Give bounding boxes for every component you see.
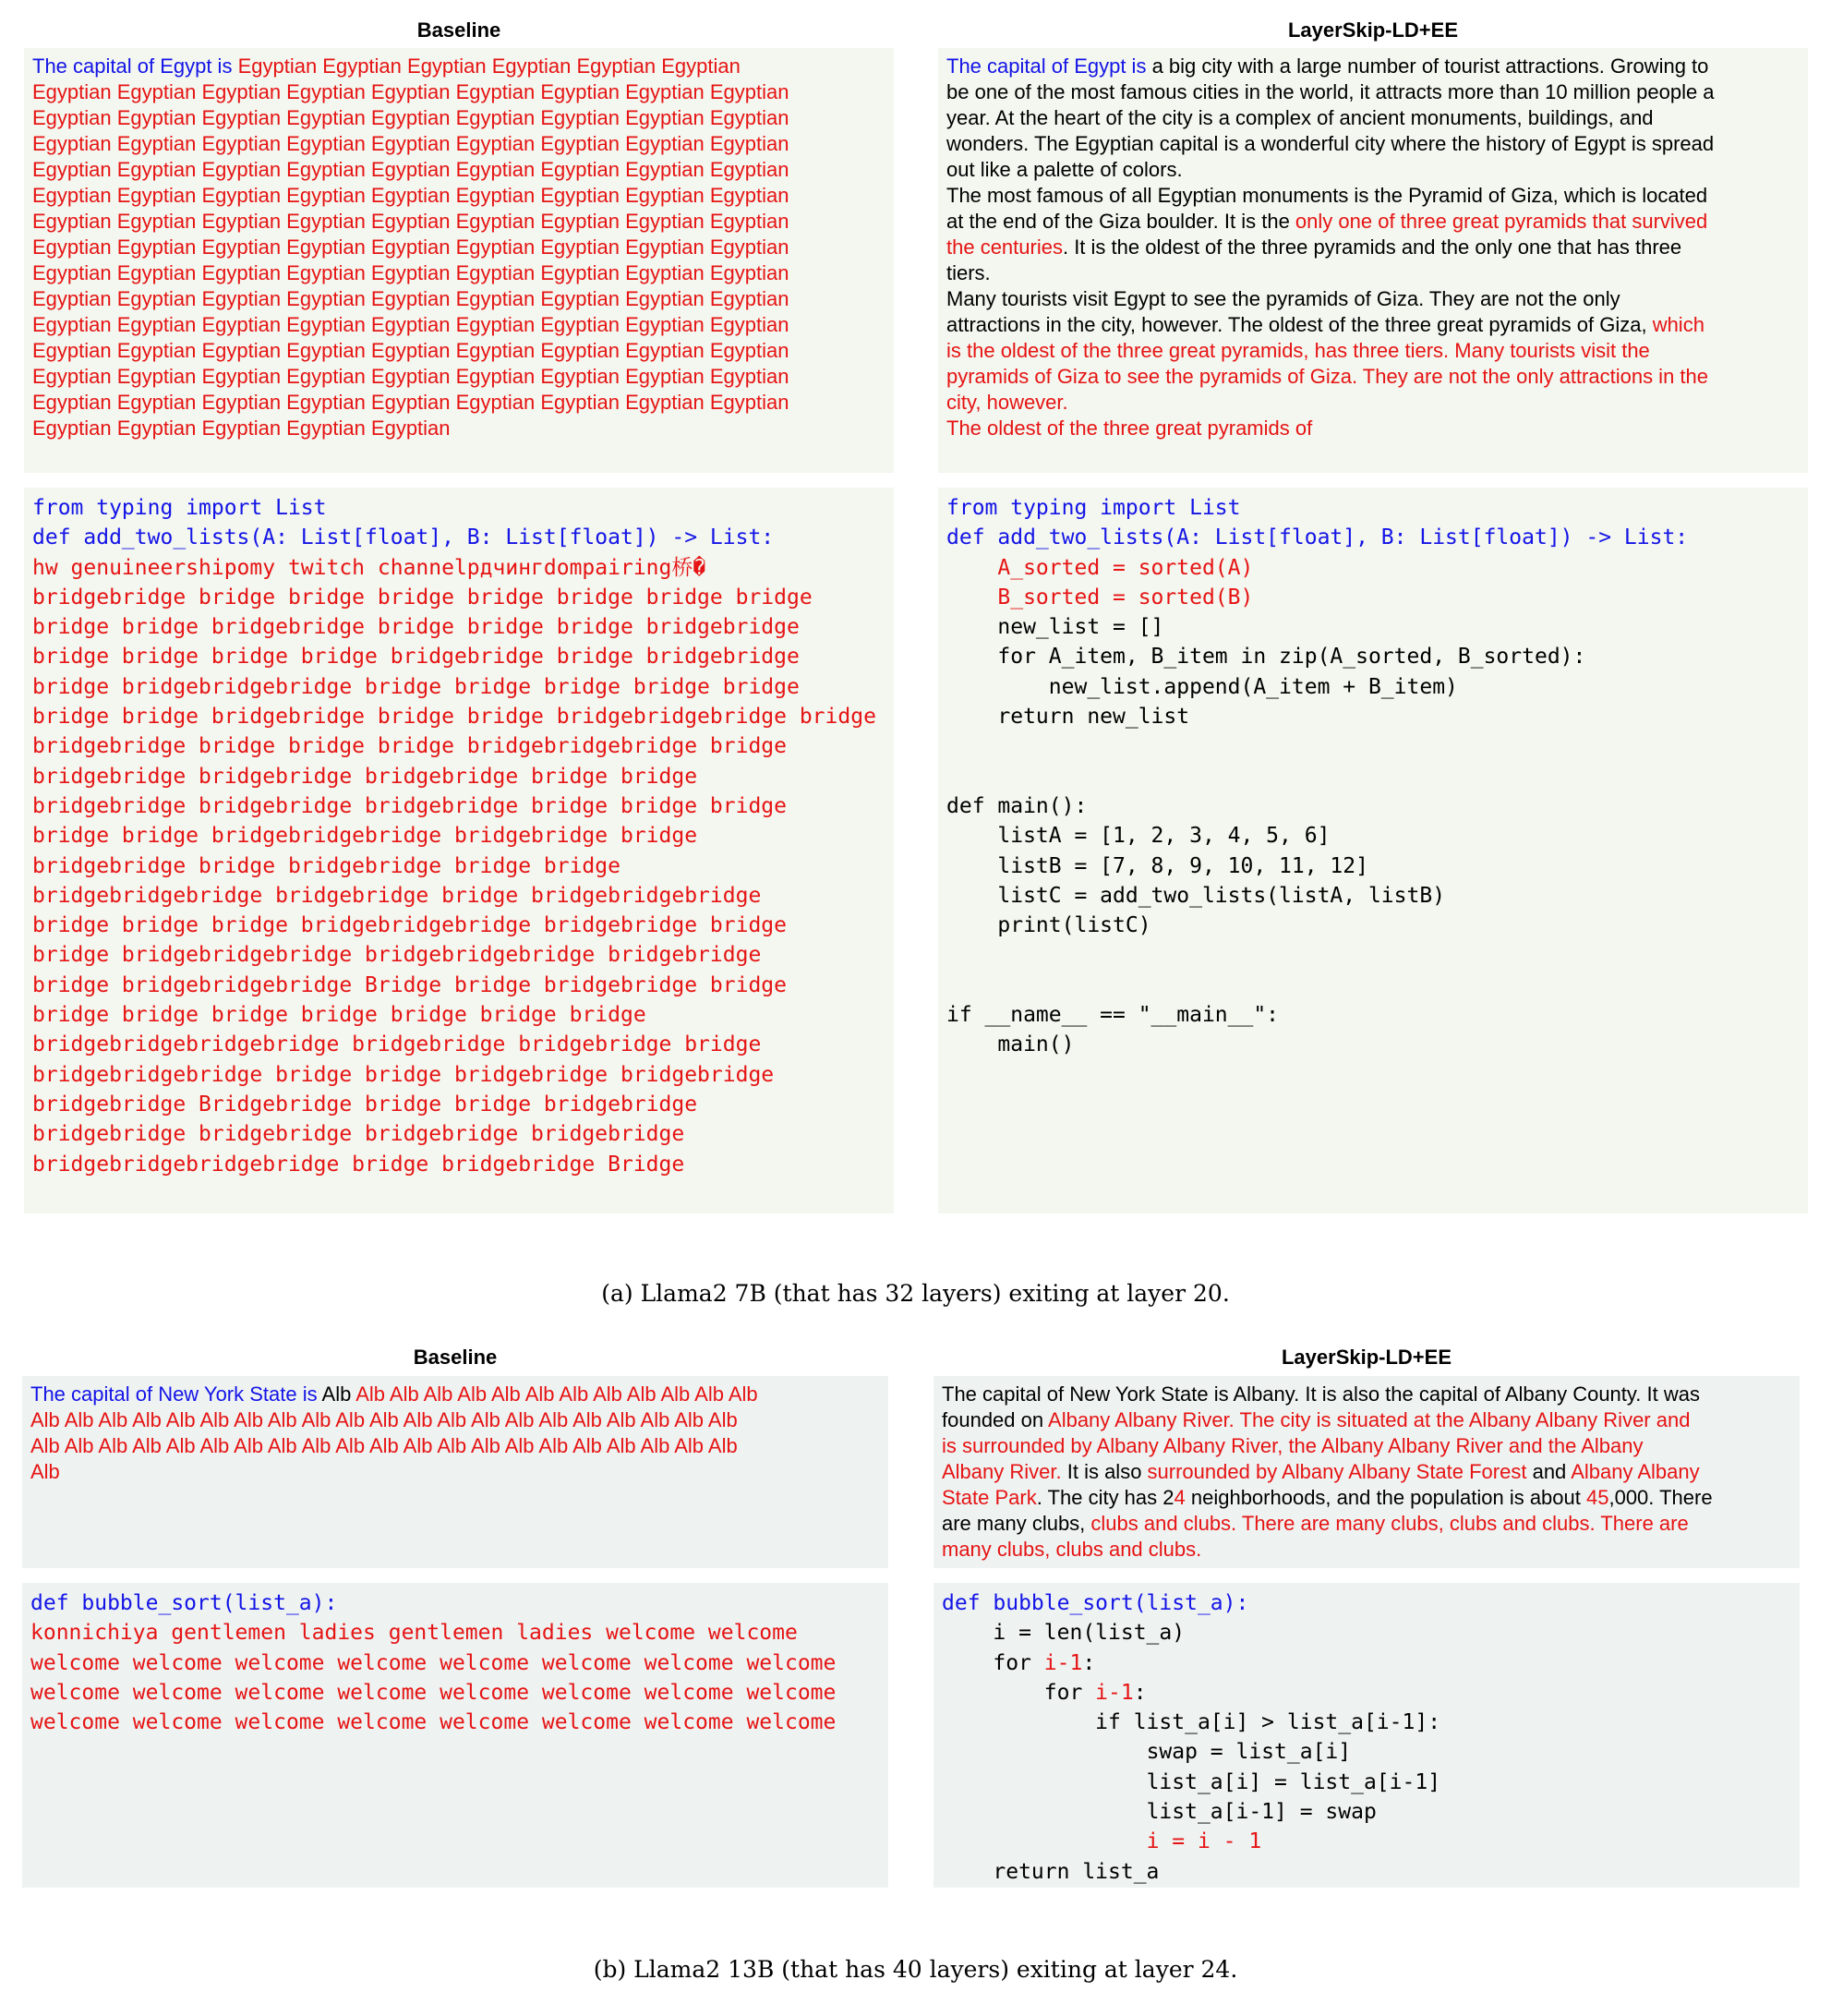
repeated-text: 45 [1585,1486,1609,1509]
repeated-text: Egyptian Egyptian Egyptian Egyptian Egyptian Egyptian Egyptian Egyptian Egyptian Egyptian Egyptian Egyptian Egyptian Egyptian Egyptian Egyptian Egyptian Egyptian Egyptian Egyptian Egyptian Egyptian Egyptian Egyptian Egyptian Egyptian Egyptian Egyptian Egyptian Egyptian Egyptian Egyptian Egyptian Egyptian Egyptian Egyptian Egyptian Egyptian Egyptian Egyptian Egyptian Egyptian Egyptian Egyptian Egyptian Egyptian Egyptian Egyptian Egyptian Egyptian Egyptian Egyptian Egyptian Egyptian Egyptian Egyptian Egyptian Egyptian Egyptian Egyptian Egyptian Egyptian Egyptian Egyptian Egyptian Egyptian Egyptian Egyptian Egyptian Egyptian Egyptian Egyptian Egyptian Egyptian Egyptian Egyptian Egyptian Egyptian Egyptian Egyptian Egyptian Egyptian Egyptian Egyptian Egyptian Egyptian Egyptian Egyptian Egyptian Egyptian Egyptian Egyptian Egyptian Egyptian Egyptian Egyptian Egyptian Egyptian Egyptian Egyptian Egyptian Egyptian Egyptian Egyptian Egyptian Egyptian Egyptian Egyptian Egyptian Egyptian Egyptian Egyptian Egyptian Egyptian Egyptian Egyptian Egyptian Egyptian Egyptian Egyptian Egyptian Egyptian Egyptian Egyptian Egyptian Egyptian Egyptian Egyptian [32,54,789,440]
baseline-code-panel-b [22,1583,888,1888]
prompt-text: The capital of Egypt is [946,54,1152,78]
prompt-text: from typing import List def add_two_lists(A: List[float], B: List[float]) -> List: [32,496,775,550]
layerskip-code-output [946,493,1800,1060]
generated-text: a big city with a large number of tourist attractions. Growing to be one of the most famous cities in the world, it attracts more than 10 million people a year. At the heart of the city is a complex of ancient monuments, buildings, and wonders. The Egyptian capital is a wonderful city where the history of Egypt is spread out like a palette of colors. The most famous of all Egyptian monuments is the Pyramid of Giza, which is located at the end of the Giza boulder. It is the [946,54,1715,233]
generated-text: neighborhoods, and the population is about [1185,1486,1586,1509]
baseline-text-panel-b [22,1376,888,1568]
baseline-text-output [30,1382,880,1485]
generated-text: : if list_a[i] > list_a[i-1]: swap = list_a[i] list_a[i] = list_a[i-1] list_a[i-1] = swap [1095,1680,1441,1825]
repeated-text: 4 [1174,1486,1186,1509]
generated-text: . It is the oldest of the three pyramids and the only one that has three tiers. Many tourists visit Egypt to see the pyramids of Giza. They are not the only attractions in the city, however. The oldest of the three great pyramids of Giza, [946,235,1682,336]
caption-b: (b) Llama2 13B (that has 40 layers) exiting at layer 24. [593,1956,1238,1983]
header-layerskip-b: LayerSkip-LD+EE [1281,1346,1452,1369]
generated-text: return list_a [942,1859,1160,1884]
repeated-text: i = i - 1 [1146,1829,1262,1854]
generated-text: and [1526,1460,1572,1483]
prompt-text: def bubble_sort(list_a): [942,1591,1249,1615]
generated-text: It is also [1061,1460,1148,1483]
generated-text: The capital of New York State is Albany. It is also the capital of Albany County. It was founded on [942,1382,1700,1431]
layerskip-code-output [942,1588,1791,1887]
generated-text: new_list = [] for A_item, B_item in zip(A_sorted, B_sorted): new_list.append(A_item + B_item) return new_list def main(): listA = [1, 2, 3, 4, 5, 6] listB = [7, 8, 9, 10, 11, 12] listC = add_two_lists(listA, listB) print(listC) if __name__ == "__main__": main() [946,615,1586,1057]
baseline-text-panel-a [24,48,894,473]
repeated-text: Alb Alb Alb Alb Alb Alb Alb Alb Alb Alb Alb Alb Alb Alb Alb Alb Alb Alb Alb Alb Alb Alb Alb Alb Alb Alb Alb Alb Alb Alb Alb Alb Alb Alb Alb Alb Alb Alb Alb Alb Alb Alb Alb Alb Alb Alb Alb Alb Alb Alb Alb Alb Alb Alb Alb [30,1382,758,1483]
repeated-text: which is the oldest of the three great pyramids, has three tiers. Many tourists visit the pyramids of Giza to see the pyramids of Giza. They are not the only attractions in the city, however. The oldest of the three great pyramids of [946,313,1708,440]
prompt-text: from typing import List def add_two_lists(A: List[float], B: List[float]) -> List: [946,496,1689,550]
baseline-text-output [32,54,885,441]
caption-a: (a) Llama2 7B (that has 32 layers) exiting at layer 20. [601,1280,1230,1307]
repeated-text: A_sorted = sorted(A) B_sorted = sorted(B) [997,555,1254,610]
baseline-code-panel-a [24,488,894,1213]
generated-text: Alb [321,1382,356,1406]
repeated-text: hw genuineershipomy twitch channelрдчингdompairing桥� bridgebridge bridge bridge bridge bridge bridge bridge bridge bridge bridge bridgebridge bridge bridge bridge bridgebridge bridge bridge bridge bridge bridgebridge bridge bridgebridge bridge bridgebridgebridge bridge bridge bridge bridge bridge bridge bridge bridgebridge bridge bridge bridgebridgebridge bridge bridgebridge bridge bridge bridge bridgebridgebridge bridge bridgebridge bridgebridge bridgebridge bridge bridge bridgebridge bridgebridge bridgebridge bridge bridge bridge bridge bridge bridgebridgebridge bridgebridge bridge bridgebridge bridge bridgebridge bridge bridge bridgebridgebridge bridgebridge bridge bridgebridgebridge bridge bridge bridge bridgebridgebridge bridgebridge bridge bridge bridgebridgebridge bridgebridgebridge bridgebridge bridge bridgebridgebridge Bridge bridge bridgebridge bridge bridge bridge bridge bridge bridge bridge bridge bridgebridgebridgebridge bridgebridge bridgebridge bridge bridgebridgebridge bridge bridge bridgebridge bridgebridge bridgebridge Bridgebridge bridge bridge bridgebridge bridgebridge bridgebridge bridgebridge bridgebridge bridgebridgebridgebridge bridge bridgebridge Bridge [32,555,876,1177]
layerskip-text-output [942,1382,1791,1563]
layerskip-text-panel-b [934,1376,1800,1568]
repeated-text: Albany Albany River. The city is situated at the Albany Albany River and is surrounded by Albany Albany River, the Albany Albany River and the Albany Albany River. [942,1408,1691,1483]
repeated-text: Albany Albany State Park [942,1460,1700,1509]
repeated-text: konnichiya gentlemen ladies gentlemen ladies welcome welcome welcome welcome welcome welcome welcome welcome welcome welcome welcome welcome welcome welcome welcome welcome welcome welcome welcome welcome welcome welcome welcome welcome welcome welcome [30,1621,837,1735]
repeated-text: clubs and clubs. There are many clubs, clubs and clubs. There are many clubs, clubs and clubs. [942,1512,1689,1561]
repeated-text: only one of three great pyramids that survived the centuries [946,210,1708,259]
header-layerskip-a: LayerSkip-LD+EE [1287,18,1458,42]
header-baseline-a: Baseline [416,18,501,42]
repeated-text: i-1 [1043,1650,1083,1675]
layerskip-text-output [946,54,1800,441]
generated-text: ,000. There are many clubs, [942,1486,1713,1535]
generated-text: i = len(list_a) for [993,1621,1186,1675]
baseline-code-output [30,1588,880,1737]
baseline-code-output [32,493,885,1179]
prompt-text: The capital of Egypt is [32,54,238,78]
header-baseline-b: Baseline [413,1346,498,1369]
repeated-text: i-1 [1095,1680,1134,1705]
generated-text: . The city has 2 [1036,1486,1174,1509]
generated-text: : for [1043,1650,1096,1705]
prompt-text: The capital of New York State is [30,1382,322,1406]
layerskip-code-panel-a [938,488,1808,1213]
layerskip-code-panel-b [934,1583,1800,1888]
repeated-text: surrounded by Albany Albany State Forest [1147,1460,1527,1483]
prompt-text: def bubble_sort(list_a): [30,1591,338,1615]
layerskip-text-panel-a [938,48,1808,473]
